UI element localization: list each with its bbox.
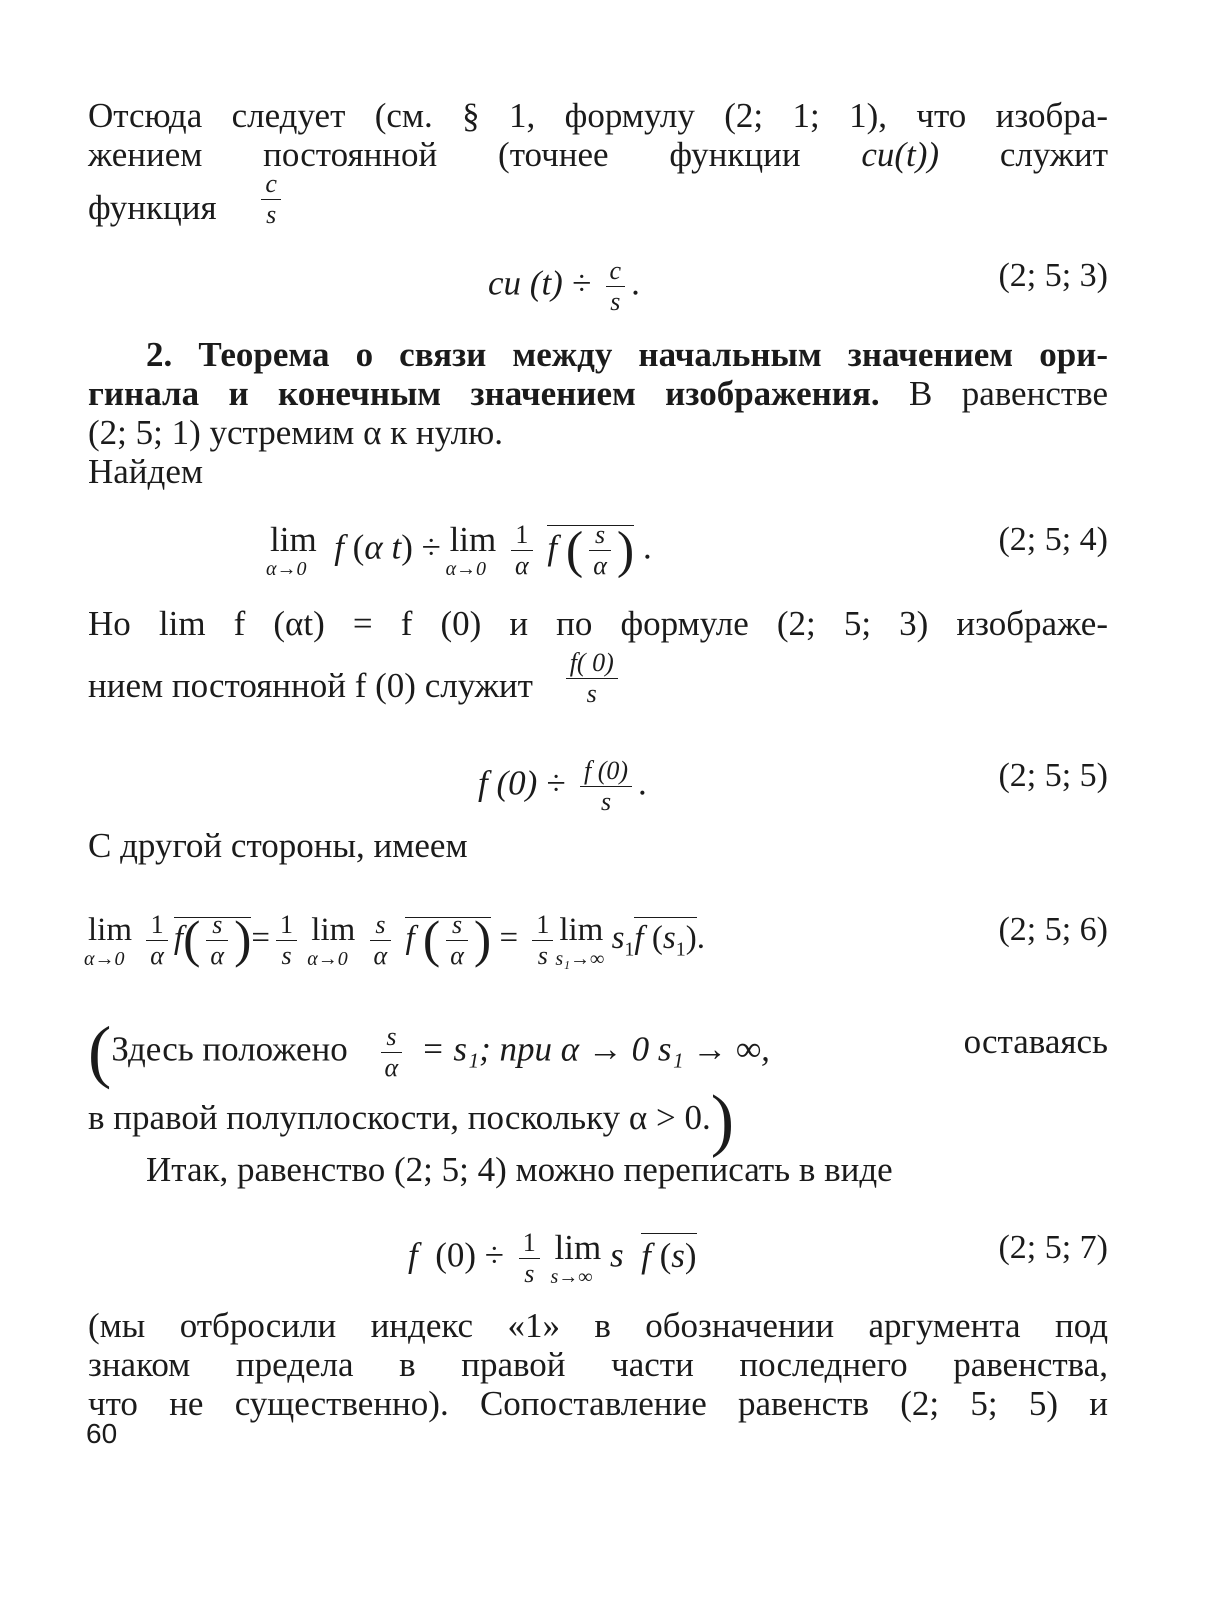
text-line: Найдем	[88, 452, 204, 491]
section-heading: 2. Теорема о связи между начальным значением ори-	[146, 335, 1108, 374]
text-line: (мы отбросили индекс «1» в обозначении аргумента под	[88, 1306, 1108, 1345]
fraction: $\frac{c}{s}$	[261, 169, 281, 230]
equation-number: (2; 5; 7)	[998, 1229, 1108, 1266]
equation-2-5-3: cu (t) ÷ $\frac{c}{s}$ .	[488, 256, 640, 316]
equation-number: (2; 5; 4)	[998, 521, 1108, 558]
text-line: нием постоянной f (0) служит $\frac{f( 0)}{s}$	[88, 666, 1108, 709]
text-line: (Здесь положено $\frac{s}{\alpha}$ = s₁; при α → 0 s₁ → ∞, оставаясь	[88, 1013, 1108, 1091]
equation-2-5-5: f (0) ÷ $\frac{f (0)}{s}$ .	[478, 756, 647, 816]
fraction: $\frac{c}{s}$	[606, 256, 626, 317]
equation-2-5-4: lim α→0 f (α t) ÷ lim α→0 $\frac{1}{\alpha}$ f ( $\frac{s}{\alpha}$ ) .	[266, 520, 652, 580]
text-line: в правой полуплоскости, поскольку α > 0.)	[88, 1081, 735, 1159]
equation-2-5-7: f (0) ÷ $\frac{1}{s}$ lim s→∞ s f (s)	[408, 1228, 697, 1288]
text-line: знаком предела в правой части последнего равенства,	[88, 1345, 1108, 1384]
equation-number: (2; 5; 6)	[998, 911, 1108, 948]
text-line: функция $\frac{c}{s}$	[88, 188, 1108, 230]
text-line: Итак, равенство (2; 5; 4) можно переписать в виде	[146, 1150, 893, 1189]
equation-number: (2; 5; 3)	[998, 257, 1108, 294]
text-line: Но lim f (αt) = f (0) и по формуле (2; 5; 3) изображе-	[88, 604, 1108, 643]
equation-number: (2; 5; 5)	[998, 757, 1108, 794]
text-line: Отсюда следует (см. § 1, формулу (2; 1; 1), что изобра-	[88, 96, 1108, 135]
text-line: гинала и конечным значением изображения. В равенстве	[88, 374, 1109, 413]
text-line: (2; 5; 1) устремим α к нулю.	[88, 413, 503, 452]
page-number: 60	[86, 1418, 118, 1449]
text-line: что не существенно). Сопоставление равенств (2; 5; 5) и	[88, 1384, 1108, 1423]
text-line: жением постоянной (точнее функции cu(t)) служит	[88, 135, 1109, 174]
text-line: С другой стороны, имеем	[88, 826, 468, 865]
equation-2-5-6: lim α→0 $\frac{1}{\alpha}$ f( $\frac{s}{\alpha}$ )= $\frac{1}{s}$ lim α→0 $\frac{s}{\alpha}$ f ( $\frac{s}{\alpha}$ ) = $\frac{1}{s}$ lim s₁→∞ $s_1f$ $(s_1)$.	[84, 910, 705, 970]
